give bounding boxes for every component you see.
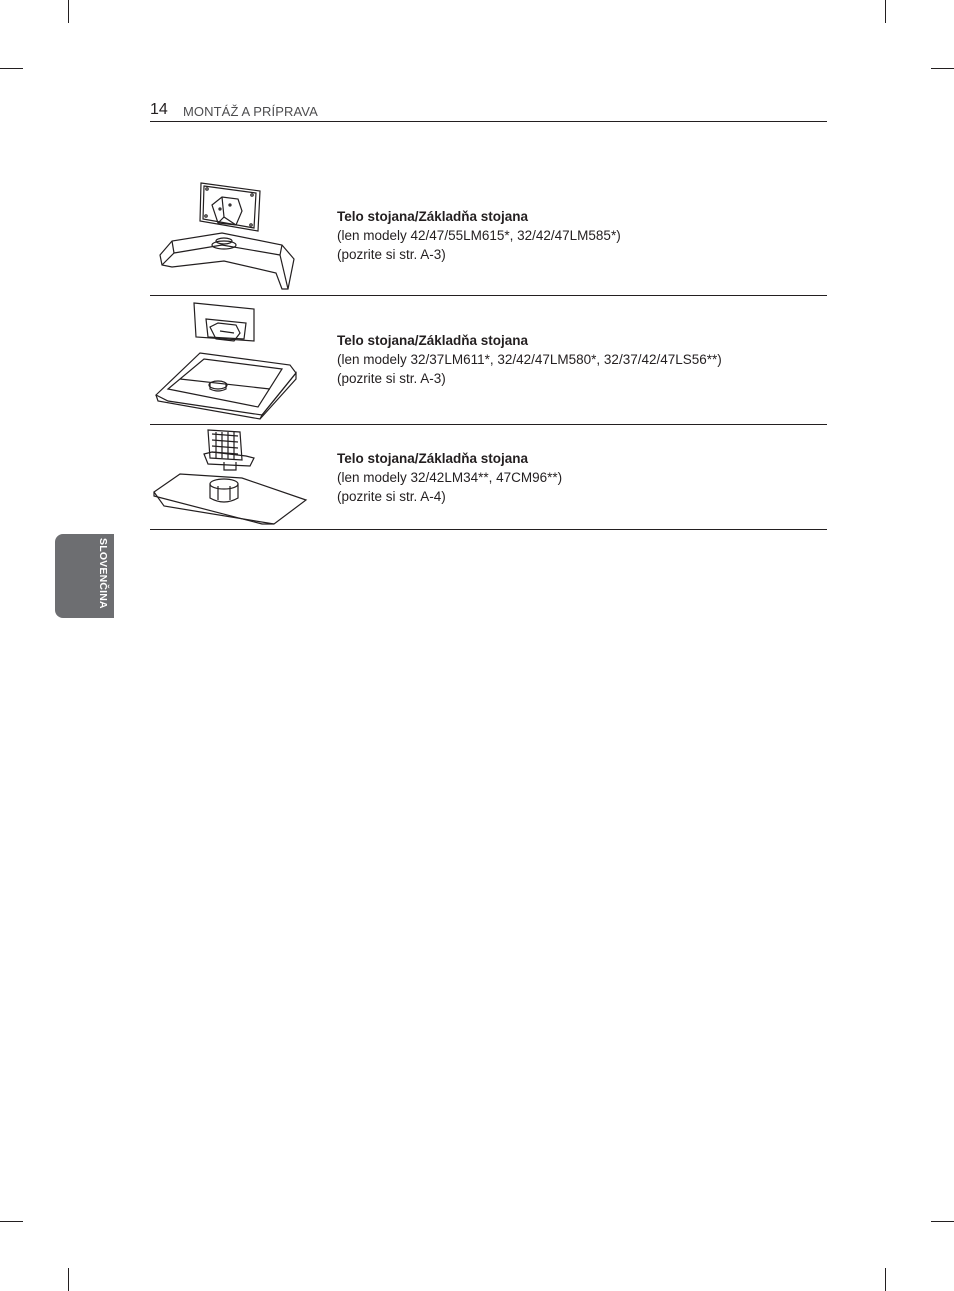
crop-mark (68, 1268, 69, 1291)
item-models: (len modely 42/47/55LM615*, 32/42/47LM585*) (337, 228, 621, 243)
crop-mark (885, 1268, 886, 1291)
row-divider (150, 529, 827, 530)
parts-row (150, 175, 827, 295)
stand-body-and-square-base-illustration (150, 297, 310, 428)
language-tab (55, 534, 114, 618)
item-title: Telo stojana/Základňa stojana (337, 209, 529, 224)
parts-row (150, 297, 827, 423)
crop-mark (931, 68, 954, 69)
item-description (337, 331, 722, 388)
stand-body-and-oval-base-illustration (150, 426, 310, 533)
item-reference: (pozrite si str. A-4) (337, 489, 446, 504)
item-models: (len modely 32/42LM34**, 47CM96**) (337, 470, 563, 485)
language-tab-label: SLOVENČINA (97, 538, 109, 609)
crop-mark (0, 1221, 23, 1222)
row-divider (150, 295, 827, 296)
row-divider (150, 424, 827, 425)
item-reference: (pozrite si str. A-3) (337, 371, 446, 386)
page-header (150, 101, 827, 122)
section-title: MONTÁŽ A PRÍPRAVA (183, 104, 318, 119)
parts-row (150, 426, 827, 528)
item-reference: (pozrite si str. A-3) (337, 247, 446, 262)
crop-mark (931, 1221, 954, 1222)
crop-mark (885, 0, 886, 23)
item-title: Telo stojana/Základňa stojana (337, 451, 529, 466)
page-number: 14 (150, 101, 168, 118)
stand-body-and-base-illustration (150, 175, 310, 300)
item-description (337, 207, 621, 264)
item-title: Telo stojana/Základňa stojana (337, 333, 529, 348)
crop-mark (0, 68, 23, 69)
item-description (337, 449, 562, 506)
crop-mark (68, 0, 69, 23)
item-models: (len modely 32/37LM611*, 32/42/47LM580*, 32/37/42/47LS56**) (337, 352, 722, 367)
